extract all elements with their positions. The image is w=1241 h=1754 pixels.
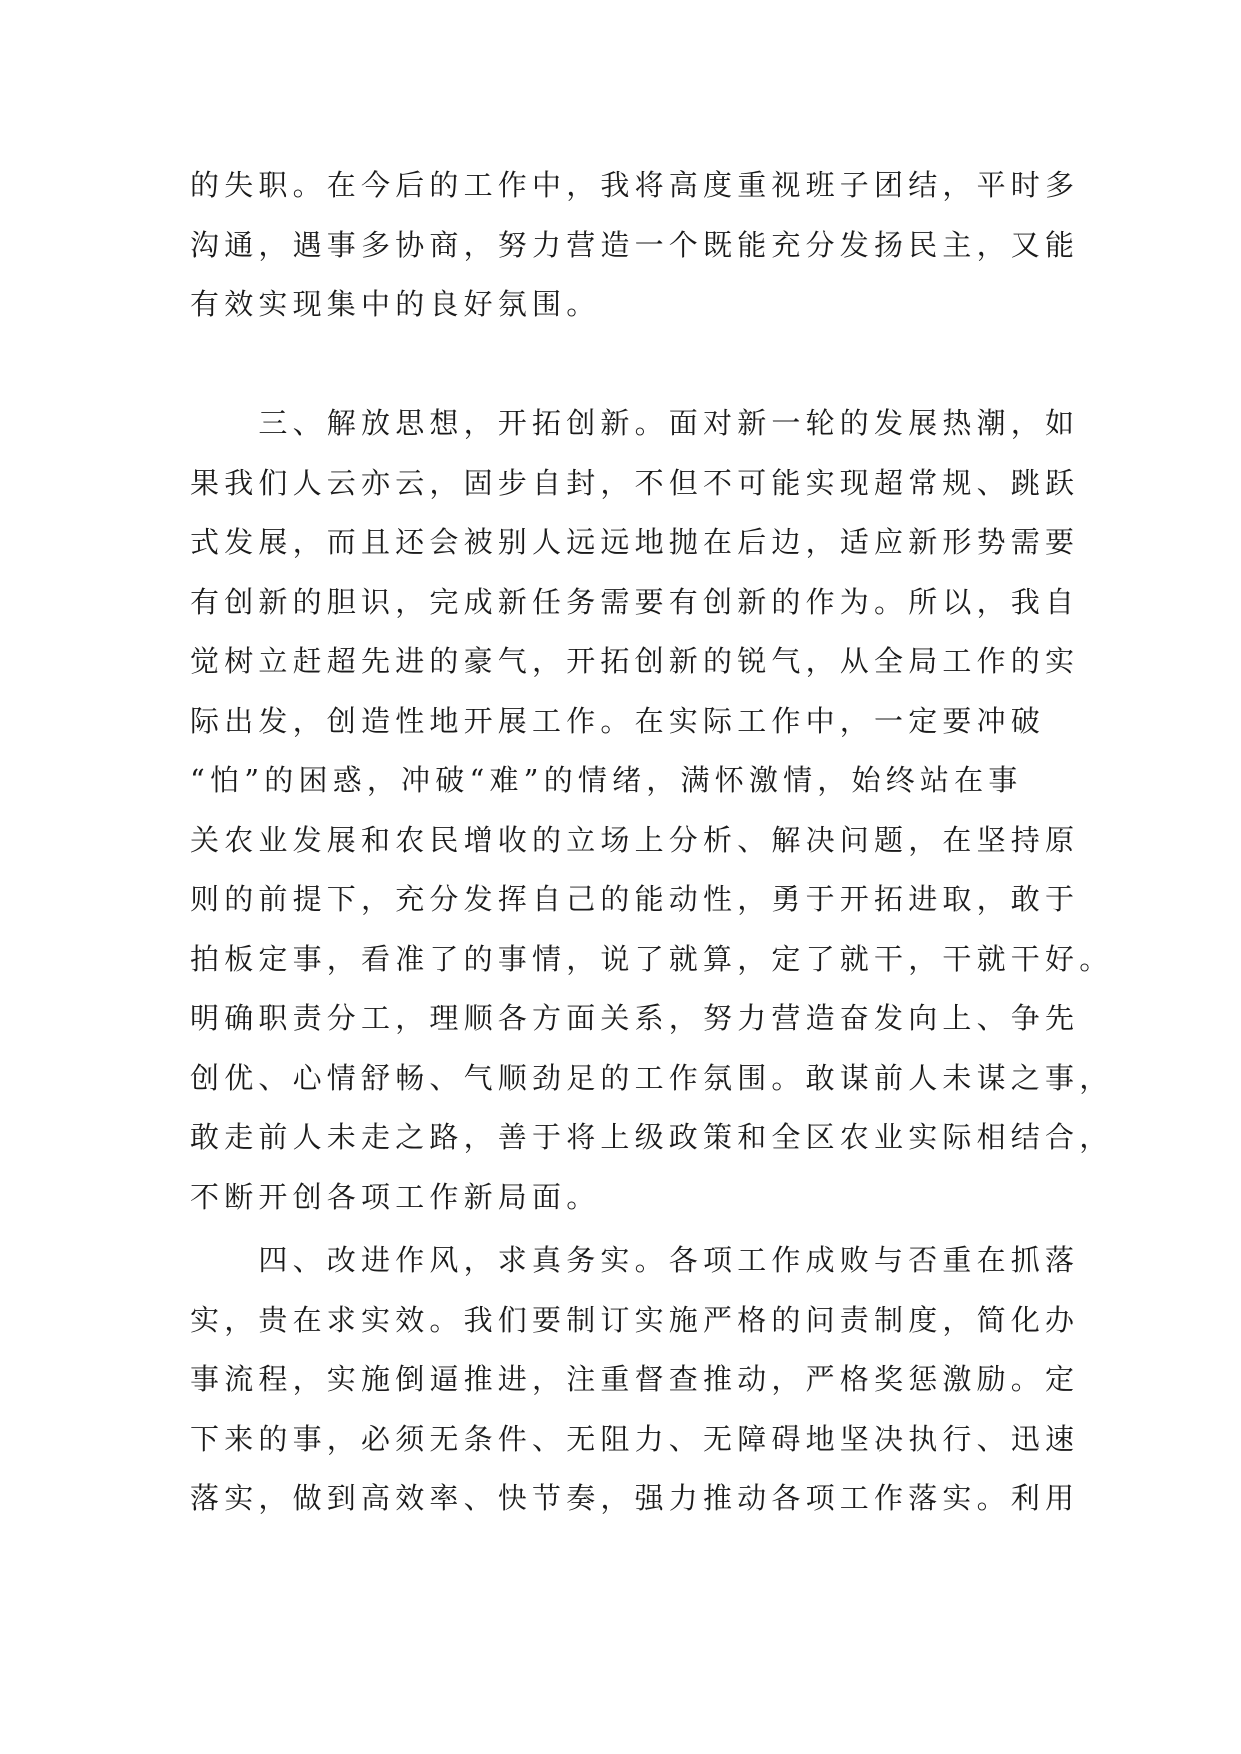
text-line: 下来的事，必须无条件、无阻力、无障碍地坚决执行、迅速	[190, 1421, 1080, 1456]
text-line: 明确职责分工，理顺各方面关系，努力营造奋发向上、争先	[190, 1001, 1080, 1035]
text-line: 有创新的胆识，完成新任务需要有创新的作为。所以，我自	[190, 584, 1080, 619]
paragraph-section-four	[190, 1231, 1080, 1529]
text-line: 觉树立赶超先进的豪气，开拓创新的锐气，从全局工作的实	[190, 644, 1080, 678]
text-line: 式发展，而且还会被别人远远地抛在后边，适应新形势需要	[190, 525, 1080, 559]
text-line: 关农业发展和农民增收的立场上分析、解决问题，在坚持原	[190, 822, 1080, 857]
paragraph-continuation	[190, 156, 1080, 335]
text-line: 三、解放思想，开拓创新。面对新一轮的发展热潮，如	[190, 406, 1080, 440]
text-line: 实，贵在求实效。我们要制订实施严格的问责制度，简化办	[190, 1302, 1080, 1337]
text-line: 有效实现集中的良好氛围。	[190, 287, 601, 321]
text-line: “怕”的困惑，冲破“难”的情绪，满怀激情，始终站在事	[190, 763, 1023, 797]
paragraph-section-three	[190, 394, 1114, 1227]
text-line: 则的前提下，充分发挥自己的能动性，勇于开拓进取，敢于	[190, 882, 1080, 916]
text-line: 拍板定事，看准了的事情，说了就算，定了就干，干就干好。	[190, 941, 1114, 976]
text-line: 果我们人云亦云，固步自封，不但不可能实现超常规、跳跃	[190, 465, 1080, 500]
text-line: 创优、心情舒畅、气顺劲足的工作氛围。敢谋前人未谋之事，	[190, 1060, 1114, 1095]
text-line: 四、改进作风，求真务实。各项工作成败与否重在抓落	[190, 1243, 1080, 1277]
text-line: 的失职。在今后的工作中，我将高度重视班子团结，平时多	[190, 168, 1080, 202]
text-line: 不断开创各项工作新局面。	[190, 1179, 601, 1214]
text-line: 际出发，创造性地开展工作。在实际工作中，一定要冲破	[190, 703, 1046, 738]
text-line: 事流程，实施倒逼推进，注重督查推动，严格奖惩激励。定	[190, 1362, 1080, 1396]
text-line: 沟通，遇事多协商，努力营造一个既能充分发扬民主，又能	[190, 227, 1080, 262]
text-line: 敢走前人未走之路，善于将上级政策和全区农业实际相结合，	[190, 1120, 1114, 1154]
text-line: 落实，做到高效率、快节奏，强力推动各项工作落实。利用	[190, 1481, 1080, 1515]
